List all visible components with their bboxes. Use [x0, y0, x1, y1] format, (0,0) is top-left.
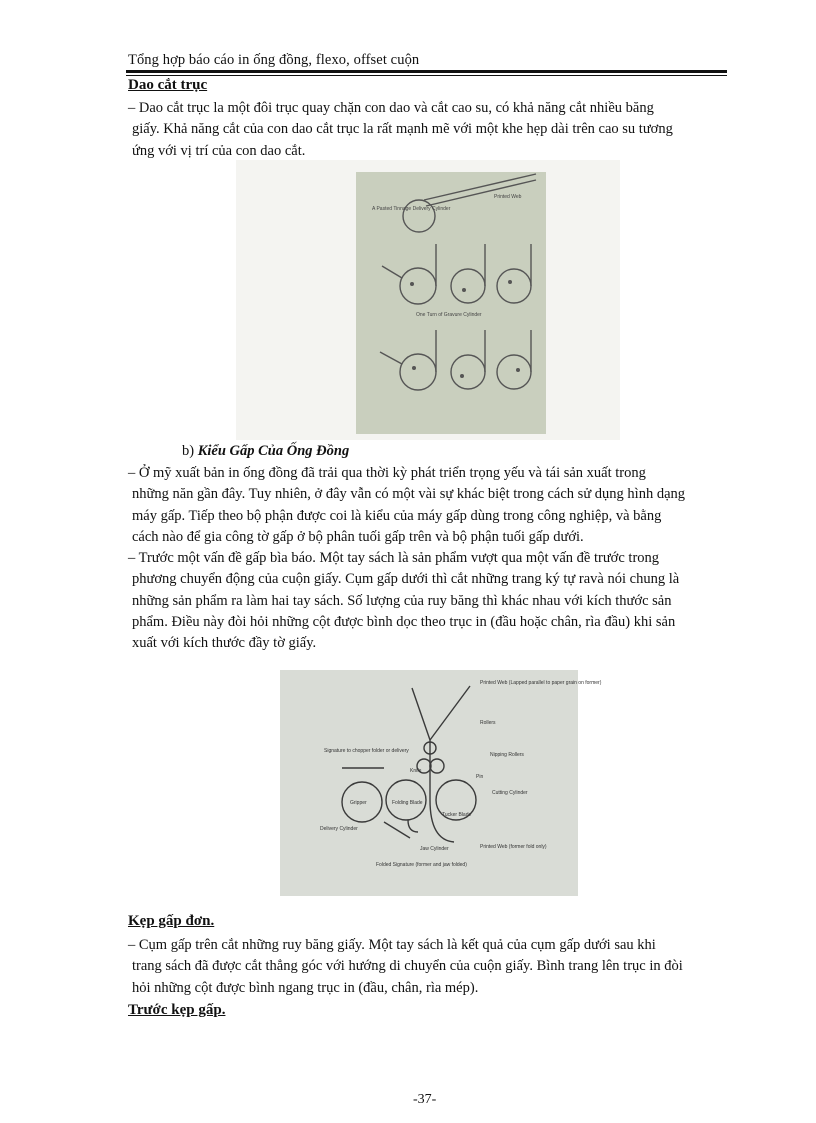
figure-label: Folded Signature (former and jaw folded)	[376, 862, 467, 868]
figure-label: One Turn of Gravure Cylinder	[416, 312, 482, 318]
paragraph-line: những năn gần đây. Tuy nhiên, ở đây vẫn có một vài sự khác biệt trong cách sử dụng hình dạng	[132, 486, 686, 503]
figure-label: Tucker Blade	[442, 812, 472, 818]
figure-label: Knife	[410, 768, 422, 774]
running-header: Tổng hợp báo cáo in ống đồng, flexo, offset cuộn	[128, 52, 420, 68]
figure-label: Cutting Cylinder	[492, 790, 528, 796]
figure-label: Printed Web	[494, 194, 522, 200]
header-rule-thin	[126, 75, 727, 76]
figure-label: Printed Web (Lapped parallel to paper grain on former)	[480, 680, 602, 686]
paragraph-line: ứng với vị trí của con dao cắt.	[132, 142, 306, 159]
figure-label: Printed Web (former fold only)	[480, 844, 547, 850]
figure-label: Signature to chopper folder or delivery	[324, 748, 409, 754]
figure-label: Nipping Rollers	[490, 752, 524, 758]
page-number: -37-	[413, 1092, 437, 1107]
figure-label: Rollers	[480, 720, 496, 726]
figure-rotary-cutter-photo	[236, 160, 620, 440]
section-heading-dao-cat-truc: Dao cắt trục	[128, 77, 208, 93]
paragraph-line: giấy. Khả năng cắt của con dao cắt trục la rất mạnh mẽ với một khe hẹp dài trên cao su tương	[132, 121, 673, 138]
figure-label: Jaw Cylinder	[420, 846, 449, 852]
section-heading-truoc-kep-gap: Trước kẹp gấp.	[128, 1002, 226, 1018]
paragraph-line: cách nào để gia công tờ gấp ở bộ phân tuối gấp trên và bộ phận tuối gấp dưới.	[132, 528, 584, 545]
header-rule	[126, 70, 727, 73]
paragraph-dao-cat-truc	[128, 98, 673, 162]
subheading-title: Kiểu Gấp Của Ống Đồng	[197, 443, 350, 459]
figure-label: A Pasted Tinnage Delivery Cylinder	[372, 206, 451, 212]
paragraph-line: máy gấp. Tiếp theo bộ phận được coi là kiểu của máy gấp dùng trong công nghiệp, và bằng	[132, 507, 662, 524]
paragraph-line: xuất với kích thước đầy tờ giấy.	[132, 635, 317, 652]
paragraph-kep-gap-don	[128, 935, 683, 999]
paragraph-line: – Trước một vấn đề gấp bìa báo. Một tay sách là sản phẩm vượt qua một vấn đề trước trong	[128, 550, 660, 567]
paragraph-line: trang sách đã được cắt thẳng góc với hướng di chuyển của cuộn giấy. Bình trang lên trục in đòi	[132, 958, 683, 975]
figure-label: Delivery Cylinder	[320, 826, 358, 832]
figure-label: Pin	[476, 774, 484, 780]
paragraph-gravure-folding	[128, 463, 685, 655]
paragraph-line: – Dao cắt trục la một đôi trục quay chặn con dao và cắt cao su, có khả năng cắt nhiều băng	[128, 100, 654, 116]
paragraph-line: – Cụm gấp trên cắt những ruy băng giấy. Một tay sách là kết quả của cụm gấp dưới sau khi	[128, 937, 656, 953]
figure-folder-diagram-photo	[280, 670, 602, 896]
paragraph-line: hỏi những cột được bình ngang trục in (đầu, chân, rìa mép).	[132, 979, 479, 996]
paragraph-line: – Ở mỹ xuất bản in ống đồng đã trải qua thời kỳ phát triển trọng yếu và tái sản xuất trong	[128, 465, 646, 481]
figure-label: Folding Blade	[392, 800, 423, 806]
subheading-prefix: b)	[182, 443, 198, 459]
paragraph-line: phẩm. Điều này đòi hỏi những cột được bình dọc theo trục in (đầu hoặc chân, rìa đầu) khi sản	[132, 614, 676, 631]
paragraph-line: phương chuyển động của cuộn giấy. Cụm gấp dưới thì cắt những trang ký tự ravà nói chung là	[132, 571, 680, 588]
paragraph-line: những sản phẩm ra làm hai tay sách. Số lượng của ruy băng thì khác nhau với kích thước sản	[132, 592, 672, 609]
figure-label: Gripper	[350, 800, 367, 806]
subheading-kieu-gap	[182, 443, 349, 460]
section-heading-kep-gap-don: Kẹp gấp đơn.	[128, 913, 215, 929]
